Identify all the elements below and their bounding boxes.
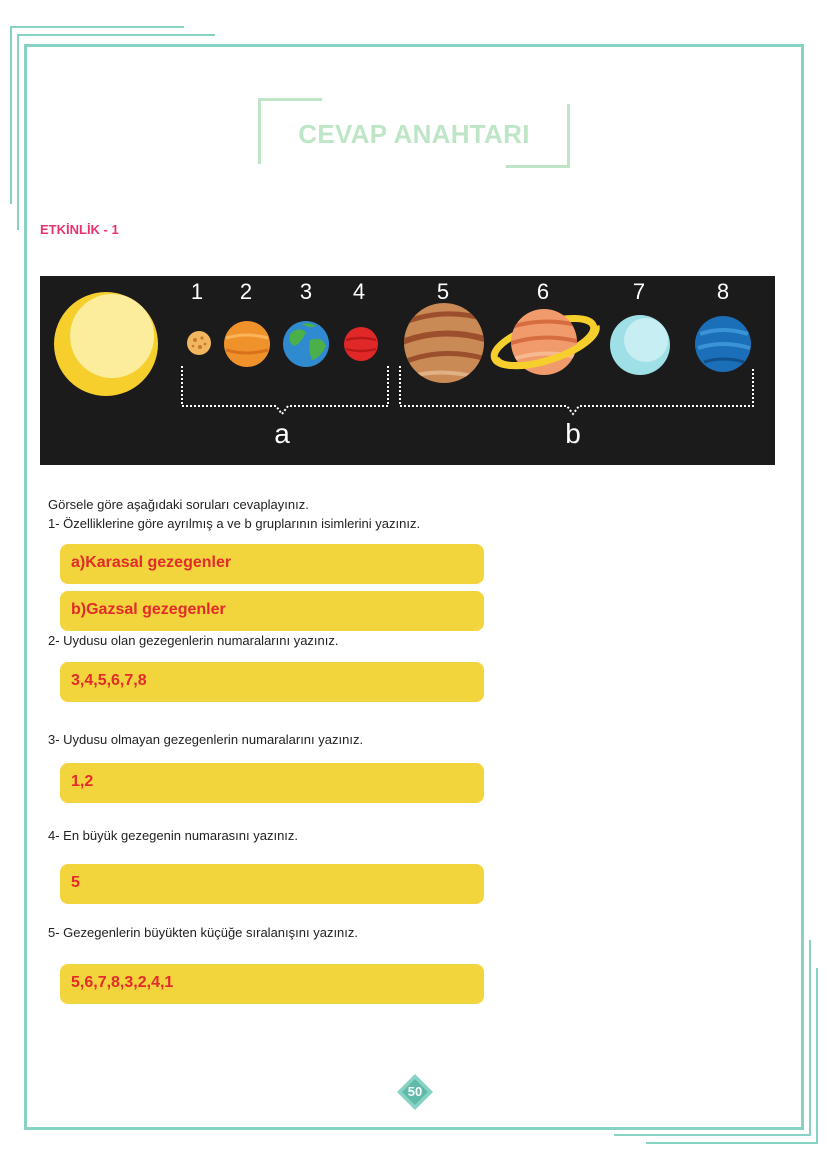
intro-text: Görsele göre aşağıdaki soruları cevaplayınız. [48, 497, 309, 512]
frame-accent-right-2 [809, 940, 811, 1136]
group-label-a: a [274, 418, 290, 449]
page-number-badge [396, 1073, 434, 1111]
page-title: CEVAP ANAHTARI [298, 119, 530, 149]
planet-number-4: 4 [352, 279, 366, 304]
group-label-b: b [565, 418, 581, 449]
planet-number-3: 3 [299, 279, 313, 304]
solar-system-figure [40, 276, 775, 465]
question-3: 3- Uydusu olmayan gezegenlerin numaralarını yazınız. [48, 732, 364, 747]
planet-number-5: 5 [436, 279, 450, 304]
answer-box-3 [60, 763, 484, 803]
planet-uranus [610, 315, 670, 375]
frame-accent-top-2 [17, 34, 215, 36]
answer-box-5 [60, 964, 484, 1004]
question-1: 1- Özelliklerine göre ayrılmış a ve b gruplarının isimlerini yazınız. [48, 516, 421, 531]
activity-label: ETKİNLİK - 1 [40, 222, 119, 237]
answer-text-1b: b)Gazsal gezegenler [71, 601, 226, 618]
planet-mars [344, 327, 378, 361]
sun-illustration [54, 292, 158, 396]
answer-text-2: 3,4,5,6,7,8 [71, 672, 147, 689]
frame-bottom [24, 1127, 804, 1130]
frame-accent-top-1 [10, 26, 184, 28]
planet-number-2: 2 [239, 279, 253, 304]
answer-text-1a: a)Karasal gezegenler [71, 554, 232, 571]
answer-box-2 [60, 662, 484, 702]
question-4: 4- En büyük gezegenin numarasını yazınız. [48, 828, 299, 843]
frame-accent-left-1 [10, 26, 12, 204]
answer-box-4 [60, 864, 484, 904]
planet-mercury [187, 331, 211, 355]
title-box [258, 98, 570, 168]
planet-venus [224, 321, 270, 367]
planet-number-6: 6 [536, 279, 550, 304]
answer-text-5: 5,6,7,8,3,2,4,1 [71, 974, 174, 991]
frame-accent-left-2 [17, 34, 19, 230]
answer-box-1b [60, 591, 484, 631]
planet-earth [283, 321, 329, 367]
answer-text-3: 1,2 [71, 773, 94, 790]
question-2: 2- Uydusu olan gezegenlerin numaralarını yazınız. [48, 633, 339, 648]
planet-number-1: 1 [190, 279, 204, 304]
frame-accent-bottom-2 [614, 1134, 811, 1136]
frame-right [801, 44, 804, 1130]
answer-box-1a [60, 544, 484, 584]
planet-number-8: 8 [716, 279, 730, 304]
page-number: 50 [407, 1084, 423, 1099]
question-5: 5- Gezegenlerin büyükten küçüğe sıralanışını yazınız. [48, 925, 359, 940]
planet-number-7: 7 [632, 279, 646, 304]
frame-top [24, 44, 804, 47]
frame-left [24, 44, 27, 1130]
planet-neptune [695, 316, 751, 372]
frame-accent-right-1 [816, 968, 818, 1144]
answer-text-4: 5 [71, 874, 80, 891]
frame-accent-bottom-1 [646, 1142, 818, 1144]
